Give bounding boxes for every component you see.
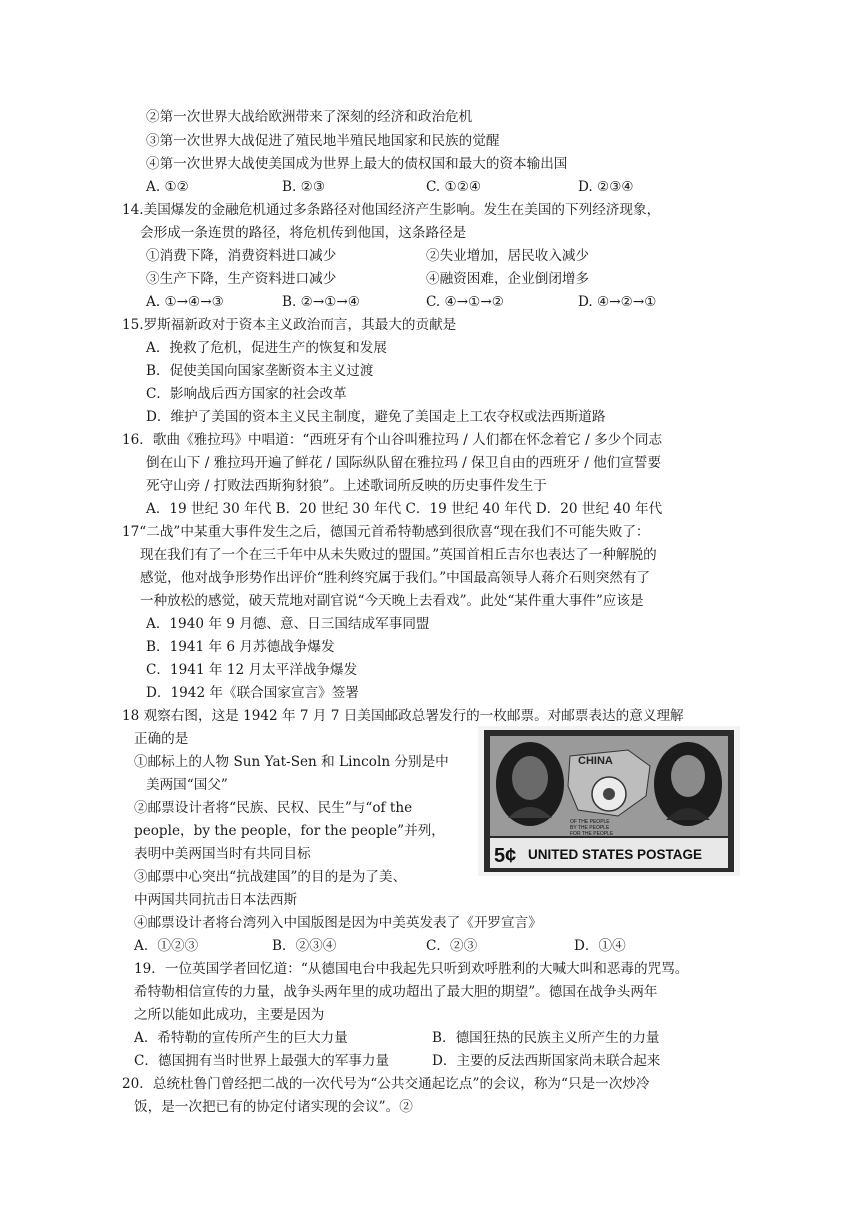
- q14-option-a[interactable]: A. ①→④→③: [146, 294, 224, 310]
- q17-stem-line3: 感觉，他对战争形势作出评价“胜利终究属于我们。”中国最高领导人蒋介石则突然有了: [140, 570, 651, 586]
- q13-option-d[interactable]: D. ②③④: [578, 179, 634, 195]
- q20-stem-line1: 20．总统杜鲁门曾经把二战的一次代号为“公共交通起讫点”的会议，称为“只是一次炒冷: [122, 1076, 650, 1092]
- q13-option-b[interactable]: B. ②③: [282, 179, 326, 195]
- q14-stem-line1: 14.美国爆发的金融危机通过多条路径对他国经济产生影响。发生在美国的下列经济现象，: [122, 202, 661, 218]
- q18-statement-1a: ①邮标上的人物 Sun Yat-Sen 和 Lincoln 分别是中: [134, 754, 449, 770]
- stamp-graphic: [478, 726, 740, 876]
- q18-options: [134, 935, 714, 957]
- stamp-banner-text: UNITED STATES POSTAGE: [528, 847, 703, 862]
- q14-item-3: ③生产下降，生产资料进口减少: [146, 271, 337, 287]
- q13-statement-2: ②第一次世界大战给欧洲带来了深刻的经济和政治危机: [146, 109, 473, 125]
- q18-option-b[interactable]: B．②③④: [272, 938, 337, 954]
- stamp-motto-3: FOR THE PEOPLE: [570, 831, 614, 837]
- q18-option-d[interactable]: D．①④: [574, 938, 626, 954]
- q19-option-b[interactable]: B．德国狂热的民族主义所产生的力量: [432, 1030, 660, 1046]
- q14-option-d[interactable]: D. ④→②→①: [578, 294, 657, 310]
- q14-item-4: ④融资困难，企业倒闭增多: [426, 271, 590, 287]
- q14-option-b[interactable]: B. ②→①→④: [282, 294, 360, 310]
- q15-option-c[interactable]: C．影响战后西方国家的社会改革: [146, 386, 347, 402]
- q15-option-a[interactable]: A．挽救了危机，促进生产的恢复和发展: [146, 340, 387, 356]
- q17-option-a[interactable]: A．1940 年 9 月德、意、日三国结成军事同盟: [146, 616, 430, 632]
- q17-option-c[interactable]: C．1941 年 12 月太平洋战争爆发: [146, 662, 358, 678]
- q18-option-a[interactable]: A．①②③: [134, 938, 199, 954]
- stamp-image: [478, 726, 740, 876]
- stamp-motto-1: OF THE PEOPLE: [570, 819, 610, 825]
- q19-option-c[interactable]: C．德国拥有当时世界上最强大的军事力量: [134, 1053, 390, 1069]
- q13-options: [146, 176, 706, 198]
- q13-option-c[interactable]: C. ①②④: [426, 179, 482, 195]
- q15-option-b[interactable]: B．促使美国向国家垄断资本主义过渡: [146, 363, 374, 379]
- q16-stem-line1: 16．歌曲《雅拉玛》中唱道：“西班牙有个山谷叫雅拉玛 / 人们都在怀念着它 / 多少个同志: [122, 432, 663, 448]
- q18-statement-3a: ③邮票中心突出“抗战建国”的目的是为了美、: [134, 869, 407, 885]
- q20-stem-line2: 饭，是一次把已有的协定付诸实现的会议”。②: [134, 1099, 413, 1115]
- q18-statement-2a: ②邮票设计者将“民族、民权、民生”与“of the: [134, 800, 413, 816]
- q13-statement-4: ④第一次世界大战使美国成为世界上最大的债权国和最大的资本输出国: [146, 156, 568, 172]
- q18-statement-2b: people，by the people，for the people”并列，: [134, 823, 445, 839]
- q14-options: [146, 291, 706, 313]
- q13-option-a[interactable]: A. ①②: [146, 179, 189, 195]
- q17-option-d[interactable]: D．1942 年《联合国家宣言》签署: [146, 685, 359, 701]
- q16-stem-line2: 倒在山下 / 雅拉玛开遍了鲜花 / 国际纵队留在雅拉玛 / 保卫自由的西班牙 / 他们宣誓要: [146, 455, 662, 471]
- stamp-country: CHINA: [578, 755, 613, 767]
- q17-stem-line2: 现在我们有了一个在三千年中从未失败过的盟国。”英国首相丘吉尔也表达了一种解脱的: [140, 547, 657, 563]
- stamp-value: 5¢: [494, 845, 517, 867]
- q15-option-d[interactable]: D．维护了美国的资本主义民主制度，避免了美国走上工农夺权或法西斯道路: [146, 409, 606, 425]
- q19-stem-line2: 希特勒相信宣传的力量，战争头两年里的成功超出了最大胆的期望”。德国在战争头两年: [134, 984, 658, 1000]
- q17-option-b[interactable]: B．1941 年 6 月苏德战争爆发: [146, 639, 335, 655]
- q19-stem-line3: 之所以能如此成功，主要是因为: [134, 1007, 325, 1023]
- q17-stem-line4: 一种放松的感觉，破天荒地对副官说“今天晚上去看戏”。此处“某件重大事件”应该是: [140, 593, 644, 609]
- q14-option-c[interactable]: C. ④→①→②: [426, 294, 504, 310]
- stamp-motto-2: BY THE PEOPLE: [570, 825, 610, 831]
- q16-stem-line3: 死守山旁 / 打败法西斯狗豺狼”。上述歌词所反映的历史事件发生于: [146, 478, 547, 494]
- q14-item-1: ①消费下降，消费资料进口减少: [146, 248, 337, 264]
- q18-stem-line1: 18 观察右图，这是 1942 年 7 月 7 日美国邮政总署发行的一枚邮票。对邮票表达的意义理解: [122, 708, 684, 724]
- q14-item-2: ②失业增加，居民收入减少: [426, 248, 590, 264]
- q18-option-c[interactable]: C．②③: [426, 938, 478, 954]
- q13-statement-3: ③第一次世界大战促进了殖民地半殖民地国家和民族的觉醒: [146, 133, 500, 149]
- q19-option-d[interactable]: D．主要的反法西斯国家尚未联合起来: [432, 1053, 661, 1069]
- q18-statement-2c: 表明中美两国当时有共同目标: [134, 846, 311, 862]
- q15-stem: 15.罗斯福新政对于资本主义政治而言，其最大的贡献是: [122, 317, 457, 333]
- q17-stem-line1: 17“二战”中某重大事件发生之后，德国元首希特勒感到很欣喜“现在我们不可能失败了：: [122, 524, 650, 540]
- q19-stem-line1: 19．一位英国学者回忆道：“从德国电台中我起先只听到欢呼胜利的大喊大叫和恶毒的咒骂。: [134, 961, 689, 977]
- q14-stem-line2: 会形成一条连贯的路径，将危机传到他国，这条路径是: [140, 225, 467, 241]
- q16-options[interactable]: A．19 世纪 30 年代 B．20 世纪 30 年代 C．19 世纪 40 年代 D．20 世纪 40 年代: [146, 501, 663, 517]
- q18-statement-3b: 中两国共同抗击日本法西斯: [134, 892, 298, 908]
- q18-statement-1b: 美两国“国父”: [146, 777, 228, 793]
- q19-option-a[interactable]: A．希特勒的宣传所产生的巨大力量: [134, 1030, 348, 1046]
- q18-stem-line2: 正确的是: [134, 731, 189, 747]
- q18-statement-4: ④邮票设计者将台湾列入中国版图是因为中美英发表了《开罗宣言》: [134, 915, 542, 931]
